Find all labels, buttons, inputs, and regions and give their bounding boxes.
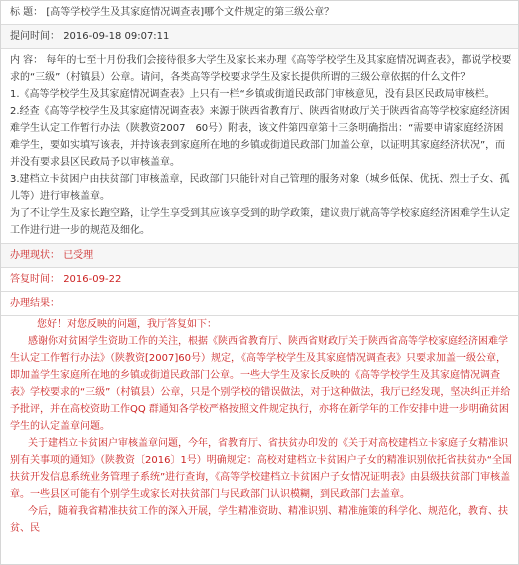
- status-label: 办理现状：: [10, 250, 60, 261]
- title-label: 标 题：: [10, 7, 44, 18]
- reply-time-value: 2016-09-22: [63, 274, 122, 285]
- question-time-label: 提问时间：: [10, 31, 60, 42]
- result-paragraph: 感谢你对贫困学生资助工作的关注，根据《陕西省教育厅、陕西省财政厅关于陕西省高等学校家庭经济困难学生认定工作暂行办法》（陕教资[2007]60号）规定，《高等学校学生及其家庭情况调查表》只要求加盖一级公章，即加盖学生家庭所在地的乡镇或街道民政部门公章。一些大学生及家长反映的《高等学校学生及其家庭情况调查表》学校要求的“三级”（村镇县）公章，只是个别学校的错误做法，对于这种做法，我厅已经发现，坚决纠正并给予批评，并在高校资助工作QQ 群通知各学校严格按照文件规定执行，亦将在新学年的工作安排中进一步明确贫困学生的认定盖章问题。: [10, 336, 511, 432]
- question-content: [1, 49, 518, 244]
- status-row: [1, 244, 518, 268]
- question-paragraph: 1.《高等学校学生及其家庭情况调查表》上只有一栏“乡镇或街道民政部门审核意见，没有县区民政局审核栏。: [10, 89, 495, 100]
- question-intro: 每年的七至十月份我们会接待很多大学生及家长来办理《高等学校学生及其家庭情况调查表》，都说学校要求的“三级”（村镇县）公章。请问，各类高等学校要求学生及家长提供所谓的三级公章依据的什么文件？: [10, 55, 512, 83]
- reply-time-row: [1, 268, 518, 292]
- question-time-row: [1, 25, 518, 49]
- result-header: [1, 292, 518, 316]
- question-paragraph: 2.经查《高等学校学生及其家庭情况调查表》来源于陕西省教育厅、陕西省财政厅关于陕西省高等学校家庭经济困难学生认定工作暂行办法（陕教资2007 60号）附表，该文件第四章第十三条明确指出：“需要申请家庭经济困难学生，要如实填写该表，并持该表到家庭所在地的乡镇或街道民政部门加盖公章，以证明其家庭经济状况”，而并没有要求县区民政局予以审核盖章。: [10, 106, 510, 168]
- question-paragraph: 3.建档立卡贫困户由扶贫部门审核盖章，民政部门只能针对自己管理的服务对象（城乡低保、优抚、烈士子女、孤儿等）进行审核盖章。: [10, 174, 510, 202]
- result-greeting: 您好！对您反映的问题，我厅答复如下：: [37, 319, 217, 330]
- title-row: [1, 1, 518, 25]
- result-paragraph: 今后，随着我省精准扶贫工作的深入开展，学生精准资助、精准识别、精准施策的科学化、规范化，教育、扶贫、民: [10, 506, 508, 534]
- question-intro-paragraph: [10, 52, 512, 86]
- question-paragraph: 为了不让学生及家长跑空路，让学生享受到其应该享受到的助学政策，建议贵厅就高等学校家庭经济困难学生认定工作进行进一步的规范及细化。: [10, 208, 510, 236]
- reply-time-label: 答复时间：: [10, 274, 60, 285]
- status-value: 已受理: [63, 250, 94, 261]
- result-label: 办理结果：: [10, 298, 60, 309]
- question-title: [高等学校学生及其家庭情况调查表]哪个文件规定的第三级公章？: [46, 7, 335, 18]
- result-paragraph: 关于建档立卡贫困户审核盖章问题，今年，省教育厅、省扶贫办印发的《关于对高校建档立卡家庭子女精准识别有关事项的通知》（陕教资〔2016〕1号）明确规定：高校对建档立卡贫困户子女的精准识别依托省扶贫办“全国扶贫开发信息系统业务管理子系统”进行查询，《高等学校建档立卡贫困户子女情况证明表》由县级扶贫部门审核盖章。一些县区可能有个别学生或家长对扶贫部门与民政部门认识模糊，到民政部门去盖章。: [10, 438, 512, 500]
- content-label: 内 容：: [10, 55, 44, 66]
- question-time: 2016-09-18 09:07:11: [63, 31, 170, 42]
- result-body: [1, 316, 518, 537]
